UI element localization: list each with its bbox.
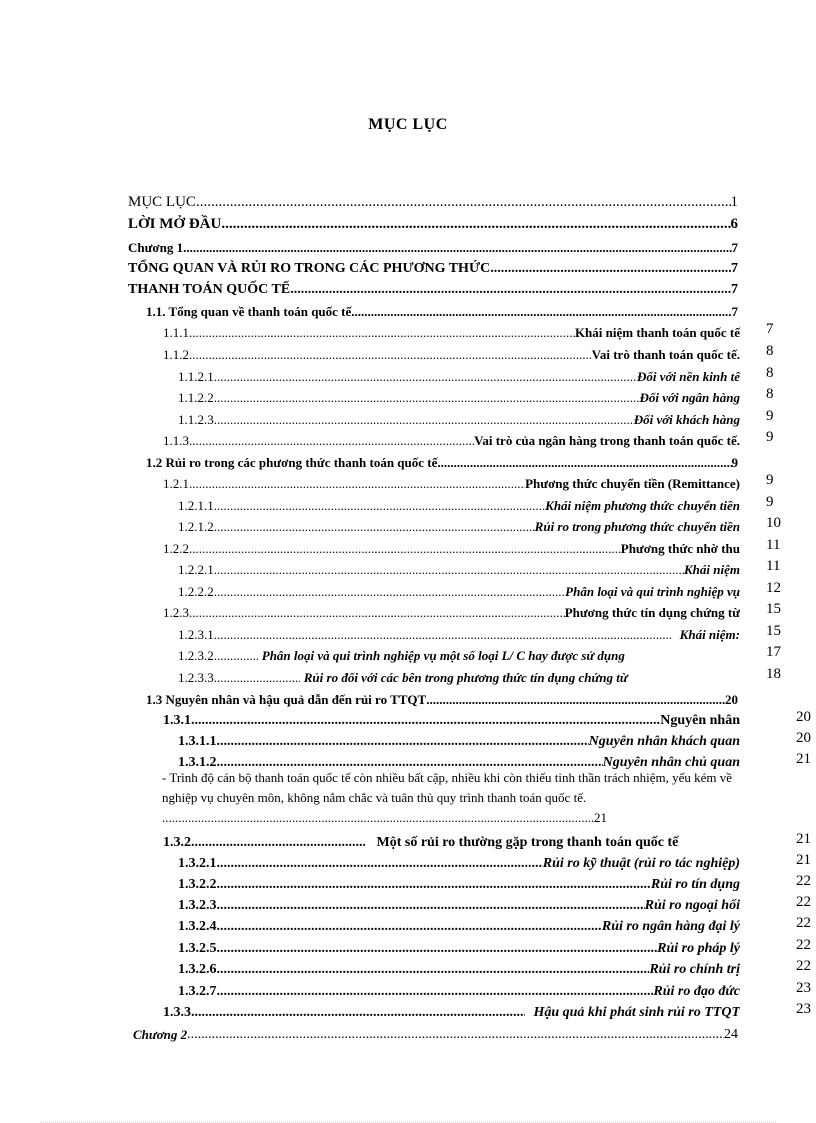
toc-entry-page: 9 [766, 472, 774, 488]
toc-entry-1-2-2[interactable]: 1.2.2 ..... Phương thức nhờ thu [163, 537, 740, 557]
toc-entry-1-1-2-1[interactable]: 1.1.2.1. ..... Đối với nền kinh tế [178, 365, 740, 385]
toc-entry-1-1-2-3[interactable]: 1.1.2.3. ..... Đối với khách hàng [178, 408, 740, 428]
toc-entry-page: 7 [766, 321, 774, 337]
toc-entry-1-1-3[interactable]: 1.1.3. ..... Vai trò của ngân hàng trong thanh toán quốc tế. [163, 429, 740, 449]
toc-entry-1-2-3-1[interactable]: 1.2.3.1 ..... Khái niệm: [178, 623, 740, 643]
toc-entry-page: 20 [796, 709, 811, 725]
toc-entry-1-2-2-2[interactable]: 1.2.2.2 ..... Phân loại và qui trình nghiệp vụ [178, 580, 740, 600]
toc-entry-1-3[interactable]: 1.3 Nguyên nhân và hậu quả dẫn đến rủi ro TTQT ..... 20 [146, 688, 738, 708]
toc-entry-page: 22 [796, 958, 811, 974]
toc-entry-chuong-1[interactable]: Chương 1 ..... 7 [128, 236, 738, 256]
toc-paragraph-page: 21 [594, 810, 607, 825]
toc-entry-page: 8 [766, 386, 774, 402]
toc-entry-page: 22 [796, 915, 811, 931]
toc-entry-1-3-2-5[interactable]: 1.3.2.5. ..... Rủi ro pháp lý [178, 937, 740, 957]
toc-entry-page: 9 [766, 408, 774, 424]
toc-entry-1-3-2-1[interactable]: 1.3.2.1. ..... Rủi ro kỹ thuật (rủi ro tác nghiệp) [178, 852, 740, 872]
toc-entry-tong-quan[interactable]: TỔNG QUAN VÀ RỦI RO TRONG CÁC PHƯƠNG THỨC ..... 7 [128, 257, 738, 277]
toc-entry-page: 21 [796, 831, 811, 847]
toc-entry-page: 21 [796, 852, 811, 868]
toc-entry-1-3-2[interactable]: 1.3.2. ..... Một số rủi ro thường gặp trong thanh toán quốc tế [163, 831, 740, 851]
toc-entry-page: 18 [766, 666, 781, 682]
toc-entry-1-1-1[interactable]: 1.1.1 ..... Khái niệm thanh toán quốc tế [163, 321, 740, 341]
toc-entry-page: 23 [796, 980, 811, 996]
toc-entry-chuong-2[interactable]: Chương 2 ..... 24 [133, 1023, 738, 1043]
toc-entry-page: 8 [766, 365, 774, 381]
toc-entry-page: 12 [766, 580, 781, 596]
toc-entry-page: 22 [796, 937, 811, 953]
toc-entry-1-3-2-6[interactable]: 1.3.2.6. ..... Rủi ro chính trị [178, 958, 740, 978]
toc-entry-page: 10 [766, 515, 781, 531]
toc-entry-1-3-2-4[interactable]: 1.3.2.4. ..... Rủi ro ngân hàng đại lý [178, 915, 740, 935]
toc-entry-page: 15 [766, 623, 781, 639]
toc-entry-page: 22 [796, 873, 811, 889]
toc-entry-page: 9 [766, 429, 774, 445]
toc-entry-1-2[interactable]: 1.2 Rủi ro trong các phương thức thanh toán quốc tế ..... 9 [146, 451, 738, 471]
toc-entry-1-2-3[interactable]: 1.2.3 ..... Phương thức tín dụng chứng từ [163, 601, 740, 621]
toc-entry-page: 9 [766, 494, 774, 510]
toc-paragraph[interactable] [162, 768, 752, 828]
toc-entry-1-2-3-3[interactable]: 1.2.3.3 ..... Rủi ro đối với các bên trong phương thức tín dụng chứng từ [178, 666, 740, 686]
toc-entry-1-3-1-2[interactable]: 1.3.1.2. ..... Nguyên nhân chủ quan [178, 751, 740, 771]
toc-entry-page: 22 [796, 894, 811, 910]
toc-entry-page: 23 [796, 1001, 811, 1017]
page-title: MỤC LỤC [368, 116, 448, 133]
toc-entry-1-2-1-2[interactable]: 1.2.1.2 ..... Rủi ro trong phương thức chuyển tiền [178, 515, 740, 535]
toc-entry-loi-mo-dau[interactable]: LỜI MỞ ĐẦU ..... 6 [128, 213, 738, 233]
toc-entry-thanh-toan-quoc-te[interactable]: THANH TOÁN QUỐC TẾ ..... 7 [128, 278, 738, 298]
toc-entry-page: 15 [766, 601, 781, 617]
toc-entry-page: 11 [766, 558, 781, 574]
toc-entry-1-2-1-1[interactable]: 1.2.1.1 ..... Khái niệm phương thức chuyển tiền [178, 494, 740, 514]
toc-entry-1-1[interactable]: 1.1. Tổng quan về thanh toán quốc tế ..... 7 [146, 300, 738, 320]
toc-entry-label: MỤC LỤC [128, 194, 196, 210]
toc-entry-1-3-3[interactable]: 1.3.3. ..... Hậu quả khi phát sinh rủi ro TTQT [163, 1001, 740, 1021]
toc-entry-page: 21 [796, 751, 811, 767]
toc-entry-page: 17 [766, 644, 781, 660]
toc-entry-page: 1 [730, 194, 738, 210]
toc-entry-page: 8 [766, 343, 774, 359]
toc-entry-muc-luc[interactable] [128, 191, 738, 211]
toc-entry-1-3-1[interactable]: 1.3.1. ..... Nguyên nhân [163, 709, 740, 729]
toc-entry-1-1-2-2[interactable]: 1.1.2.2. ..... Đối với ngân hàng [178, 386, 740, 406]
toc-entry-page: 11 [766, 537, 781, 553]
toc-entry-1-3-2-2[interactable]: 1.3.2.2. ..... Rủi ro tín dụng [178, 873, 740, 893]
toc-entry-1-2-3-2[interactable]: 1.2.3.2 ..... Phân loại và qui trình nghiệp vụ một số loại L/ C hay được sử dụng [178, 644, 740, 664]
toc-entry-1-2-1[interactable]: 1.2.1 ..... Phương thức chuyển tiền (Remittance) [163, 472, 740, 492]
toc-entry-1-3-2-3[interactable]: 1.3.2.3. ..... Rủi ro ngoại hối [178, 894, 740, 914]
toc-entry-1-2-2-1[interactable]: 1.2.2.1 ..... Khái niệm [178, 558, 740, 578]
toc-entry-1-3-2-7[interactable]: 1.3.2.7. ..... Rủi ro đạo đức [178, 980, 740, 1000]
toc-entry-page: 20 [796, 730, 811, 746]
toc-entry-1-3-1-1[interactable]: 1.3.1.1. ..... Nguyên nhân khách quan [178, 730, 740, 750]
toc-entry-1-1-2[interactable]: 1.1.2 ..... Vai trò thanh toán quốc tế. [163, 343, 740, 363]
toc-paragraph-text: - Trình độ cán bộ thanh toán quốc tế còn nhiều bất cập, nhiều khi còn thiếu tinh thần trách nhiệm, yếu kém về nghiệp vụ chuyên môn, không nắm chắc và tuân thủ quy trình thanh toán quốc tế. [162, 770, 733, 805]
